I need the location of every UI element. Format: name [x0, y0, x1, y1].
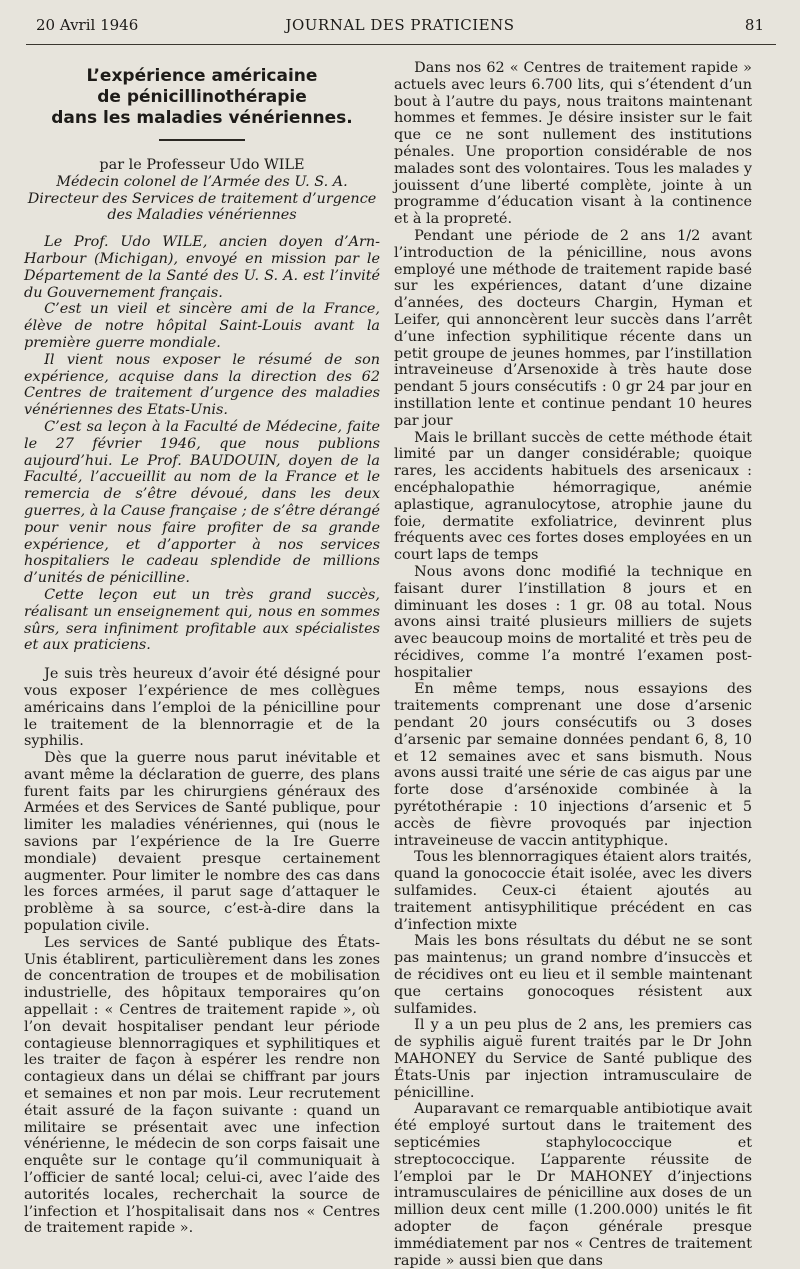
editorial-introduction	[24, 234, 380, 654]
intro-paragraph: C’est sa leçon à la Faculté de Médecine, faite le 27 février 1946, que nous publions aujourd’hui. Le Prof. BAUDOUIN, doyen de la Faculté, l’accueillit au nom de la France et le remercia de s’être dévoué, dans les deux guerres, à la Cause française ; de s’être dérangé pour venir nous faire profiter de sa grande expérience, et d’apporter à nos services hospitaliers le cadeau splendide de millions d’unités de pénicilline.	[24, 418, 380, 587]
body-paragraph: Les services de Santé publique des États-Unis établirent, particulièrement dans les zones de concentration de troupes et de mobilisation industrielle, des hôpitaux temporaires qu’on appellait : « Centres de traitement rapide », où l’on devait hospitaliser pendant leur période contagieuse blennorragiques et syphilitiques et les traiter de façon à espérer les rendre non contagieux dans un délai se chiffrant par jours et semaines et non par mois. Leur recrutement était assuré de la façon suivante : quand un militaire se présentait avec une infection vénérienne, le médecin de son corps faisait une enquête sur le contage qu’il communiquait à l’officier de santé local; celui-ci, avec l’aide des autorités locales, recherchait la source de l’infection et l’hospitalisait dans nos « Centres de traitement rapide ».	[24, 934, 380, 1237]
body-paragraph: Tous les blennorragiques étaient alors traités, quand la gonococcie était isolée, avec les divers sulfamides. Ceux-ci étaient ajoutés au traitement antisyphilitique précédent en cas d’infection mixte	[394, 849, 752, 933]
header-rule	[26, 44, 776, 45]
body-paragraph: Mais le brillant succès de cette méthode était limité par un danger considérable; quoique rares, les accidents habituels des arsenicaux : encéphalopathie hémorragique, anémie aplastique, agranulocytose, atrophie jaune du foie, dermatite exfoliatrice, devinrent plus fréquents avec ces fortes doses employées en un court laps de temps	[394, 429, 752, 564]
body-paragraph: Il y a un peu plus de 2 ans, les premiers cas de syphilis aiguë furent traités par le Dr John MAHONEY du Service de Santé publique des États-Unis par injection intramusculaire de pénicilline.	[394, 1017, 752, 1101]
affiliation-rank: Médecin colonel de l’Armée des U. S. A.	[56, 173, 348, 190]
journal-title: JOURNAL DES PRATICIENS	[285, 16, 515, 34]
byline: par le Professeur Udo WILE	[99, 157, 305, 173]
title-line: L’expérience américaine	[86, 66, 318, 86]
left-column	[24, 60, 380, 1237]
running-header	[36, 16, 764, 38]
intro-paragraph: Cette leçon eut un très grand succès, réalisant un enseignement qui, nous en sommes sûrs, sera infiniment profitable aux spécialistes et aux praticiens.	[24, 586, 380, 654]
intro-paragraph: Le Prof. Udo WILE, ancien doyen d’Arn-Harbour (Michigan), envoyé en mission par le Département de la Santé des U. S. A. est l’invité du Gouvernement français.	[24, 234, 380, 301]
body-paragraph: Pendant une période de 2 ans 1/2 avant l’introduction de la pénicilline, nous avons employé une méthode de traitement rapide basé sur les expériences, datant d’une dizaine d’années, des docteurs Chargin, Hyman et Leifer, qui annoncèrent leur succès dans l’arrêt d’une infection syphilitique récente dans un petit groupe de jeunes hommes, par l’instillation intraveineuse d’Arsenoxide à très haute dose pendant 5 jours consécutifs : 0 gr 24 par jour en instillation lente et continue pendant 10 heures par jour	[394, 227, 752, 429]
intro-paragraph: C’est un vieil et sincère ami de la France, élève de notre hôpital Saint-Louis avant la première guerre mondiale.	[24, 301, 380, 351]
article-title	[24, 66, 380, 129]
issue-date: 20 Avril 1946	[36, 16, 139, 34]
body-paragraph: Dès que la guerre nous parut inévitable et avant même la déclaration de guerre, des plans furent faits par les chirurgiens généraux des Armées et des Services de Santé publique, pour limiter les maladies vénériennes, qui (nous le savions par l’expérience de la Ire Guerre mondiale) devaient presque certainement augmenter. Pour limiter le nombre des cas dans les forces armées, il parut sage d’attaquer le problème à sa source, c’est-à-dire dans la population civile.	[24, 750, 380, 935]
title-line: dans les maladies vénériennes.	[51, 108, 353, 128]
body-paragraph: En même temps, nous essayions des traitements comprenant une dose d’arsenic pendant 20 jours consécutifs ou 3 doses d’arsenic par semaine données pendant 6, 8, 10 et 12 semaines avec et sans bismuth. Nous avons aussi traité une série de cas aigus par une forte dose d’arsénoxide combinée à la pyrétothérapie : 10 injections d’arsenic et 5 accès de fièvre provoqués par injection intraveineuse de vaccin antityphique.	[394, 681, 752, 849]
right-column	[394, 60, 752, 1269]
title-line: de pénicillinothérapie	[97, 87, 307, 107]
body-paragraph: Nous avons donc modifié la technique en faisant durer l’instillation 8 jours et en diminuant les doses : 1 gr. 08 au total. Nous avons ainsi traité plusieurs milliers de sujets avec beaucoup moins de mortalité et très peu de récidives, comme l’a montré l’examen post-hospitalier	[394, 563, 752, 681]
page-number: 81	[744, 16, 764, 34]
body-paragraph: Auparavant ce remarquable antibiotique avait été employé surtout dans le traitement des septicémies staphylococcique et streptococcique. L’apparente réussite de l’emploi par le Dr MAHONEY d’injections intramusculaires de pénicilline aux doses de un million deux cent mille (1.200.000) unités le fit adopter de façon générale presque immédiatement par nos « Centres de traitement rapide » aussi bien que dans	[394, 1101, 752, 1269]
body-paragraph: Je suis très heureux d’avoir été désigné pour vous exposer l’expérience de mes collègues américains dans l’emploi de la pénicilline pour le traitement de la blennorragie et de la syphilis.	[24, 666, 380, 750]
intro-paragraph: Il vient nous exposer le résumé de son expérience, acquise dans la direction des 62 Centres de traitement d’urgence des maladies vénériennes des Etats-Unis.	[24, 351, 380, 419]
affiliation-position: Directeur des Services de traitement d’urgence des Maladies vénériennes	[27, 190, 377, 224]
body-paragraph: Dans nos 62 « Centres de traitement rapide » actuels avec leurs 6.700 lits, qui s’étendent d’un bout à l’autre du pays, nous traitons maintenant hommes et femmes. Je désire insister sur le fait que ce ne sont nullement des institutions pénales. Une proportion considérable de nos malades sont des volontaires. Tous les malades y jouissent d’une liberté complète, jointe à un programme d’éducation visant à la continence et à la propreté.	[394, 60, 752, 228]
title-rule	[159, 139, 245, 141]
body-paragraph: Mais les bons résultats du début ne se sont pas maintenus; un grand nombre d’insuccès et de récidives ont eu lieu et il semble maintenant que certains gonocoques résistent aux sulfamides.	[394, 933, 752, 1017]
